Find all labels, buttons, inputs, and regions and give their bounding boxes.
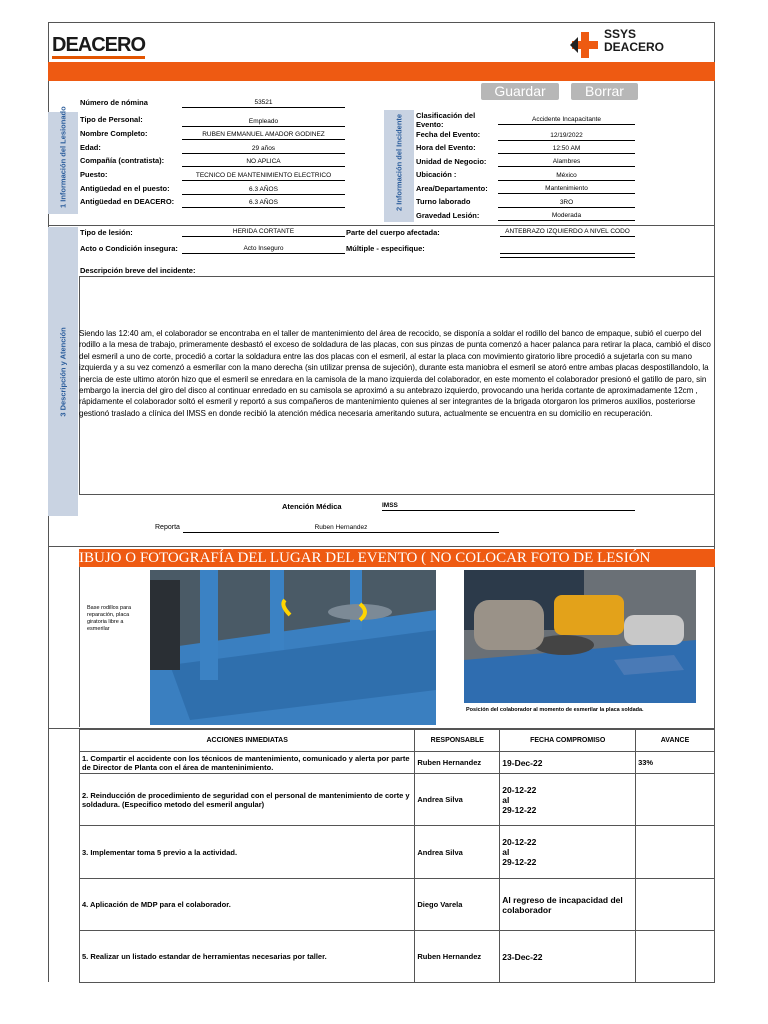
- compania-field[interactable]: NO APLICA: [182, 156, 345, 167]
- avance-cell[interactable]: [636, 826, 715, 879]
- fecha-field[interactable]: 12/19/2022: [498, 130, 635, 141]
- antig-puesto-field[interactable]: 6.3 AÑOS: [182, 184, 345, 195]
- tipo-personal-label: Tipo de Personal:: [80, 115, 143, 124]
- photo-left-border: [79, 567, 80, 727]
- ubicacion-field[interactable]: México: [498, 170, 635, 181]
- hora-field[interactable]: 12:50 AM: [498, 143, 635, 154]
- table-row[interactable]: [80, 826, 715, 879]
- puesto-field[interactable]: TECNICO DE MANTENIMIENTO ELECTRICO: [182, 170, 345, 181]
- table-row[interactable]: [80, 879, 715, 931]
- tipo-personal-field[interactable]: Empleado: [182, 116, 345, 127]
- antig-puesto-label: Antigüedad en el puesto:: [80, 184, 170, 193]
- reporta-label: Reporta: [155, 524, 180, 531]
- photo-note-left: Base rodillos para reparación, placa giratoria libre a esmerilar: [87, 605, 132, 632]
- section3-sidebar: 3 Descripción y Atención: [48, 227, 78, 516]
- header-fecha: FECHA COMPROMISO: [500, 730, 636, 752]
- responsable-cell[interactable]: Ruben Hernandez: [415, 931, 500, 983]
- fecha-cell[interactable]: 20-12-22 al 29-12-22: [500, 826, 636, 879]
- fecha-cell[interactable]: 20-12-22 al 29-12-22: [500, 774, 636, 826]
- grinder-photo: [464, 570, 696, 703]
- responsable-cell[interactable]: Diego Varela: [415, 879, 500, 931]
- actions-table: [79, 729, 715, 983]
- accion-cell[interactable]: 3. Implementar toma 5 previo a la actividad.: [80, 826, 415, 879]
- atencion-field[interactable]: IMSS: [382, 500, 635, 511]
- clasificacion-label: Clasificación del Evento:: [416, 111, 476, 129]
- multiple-underline: [500, 257, 635, 258]
- avance-cell[interactable]: 33%: [636, 752, 715, 774]
- workbench-photo: [150, 570, 436, 725]
- table-row[interactable]: [80, 931, 715, 983]
- unidad-label: Unidad de Negocio:: [416, 157, 487, 166]
- accion-cell[interactable]: 1. Compartir el accidente con los técnicos de mantenimiento, comunicado y alerta por parte de Director de Planta con el área de manteninimiento.: [80, 752, 415, 774]
- accion-cell[interactable]: 4. Aplicación de MDP para el colaborador.: [80, 879, 415, 931]
- clasificacion-field[interactable]: Accidente Incapacitante: [498, 114, 635, 125]
- header-accent-bar: [48, 62, 715, 81]
- area-label: Area/Departamento:: [416, 184, 488, 193]
- nombre-field[interactable]: RUBEN EMMANUEL AMADOR GODINEZ: [182, 129, 345, 140]
- compania-label: Compañía (contratista):: [80, 156, 165, 165]
- ssys-deacero-logo: SSYS DEACERO: [570, 28, 642, 62]
- table-row[interactable]: [80, 752, 715, 774]
- area-field[interactable]: Mantenimiento: [498, 183, 635, 194]
- header-avance: AVANCE: [636, 730, 715, 752]
- fecha-cell[interactable]: 19-Dec-22: [500, 752, 636, 774]
- accion-cell[interactable]: 5. Realizar un listado estandar de herramientas necesarias por taller.: [80, 931, 415, 983]
- ubicacion-label: Ubicación :: [416, 170, 457, 179]
- section2-sidebar: 2 Información del Incidente: [384, 110, 414, 222]
- acto-field[interactable]: Acto Inseguro: [182, 243, 345, 254]
- parte-cuerpo-field[interactable]: ANTEBRAZO IZQUIERDO A NIVEL CODO: [500, 226, 635, 237]
- edad-field[interactable]: 29 años: [182, 143, 345, 154]
- edad-label: Edad:: [80, 143, 101, 152]
- responsable-cell[interactable]: Andrea Silva: [415, 826, 500, 879]
- turno-label: Turno laborado: [416, 197, 471, 206]
- nomina-field[interactable]: 53521: [182, 97, 345, 108]
- photo-section-title: IBUJO O FOTOGRAFÍA DEL LUGAR DEL EVENTO ( NO COLOCAR FOTO DE LESIÓN: [79, 549, 715, 567]
- acto-label: Acto o Condición insegura:: [80, 244, 178, 253]
- atencion-label: Atención Médica: [282, 502, 342, 511]
- descripcion-text: Siendo las 12:40 am, el colaborador se encontraba en el taller de mantenimiento del área de recocido, se disponía a soldar el rodillo del banco de empaque, subió el cuerpo del rodillo a la mesa de trabajo, primeramente desbastó el exceso de soldadura de las placas, con sus pinzas de punta comenzó a hacer palanca para retirar la placa, cambió el disco del esmeril a uno de corte, procedió a cortar la soldadura entre las dos placas con el esmeril, al estar la placa con movimiento giratorio libre procedió a sujetarla con su mano izquierda y a su vez comenzó a esmerilar con la mano derecha (sin utilizar prensa de sujeción), durante esta maniobra el esmeril se atoró entre ambas placas despostillandolo, la inercia de este ultimo atorón hizo que el esmeril se enredara en la camisola de la mano izquierda del colaborador, en este momento el colaborador presionó el gatillo de paro, sin embargo la inercia del giro del disco al continuar enredado en su camisola se aproximó a su antebrazo izquierdo, provocando una herida cortante de aproximadamente 12cm , rápidamente el colaborador soltó el esmeril y reportó a sus compañeros de mantenimiento quienes al ser integrantes de la brigada otorgaron los primeros auxilios, posteriorse gestionó traslado a clínica del IMSS en donde recibió la atención médica necesaria ameritando sutura, actualmente se encuentra en su domicilio en recuperación.: [79, 329, 711, 418]
- avance-cell[interactable]: [636, 931, 715, 983]
- section-divider-2: [48, 546, 715, 547]
- avance-cell[interactable]: [636, 774, 715, 826]
- section1-sidebar: 1 Información del Lesionado: [48, 112, 78, 214]
- deacero-logo: DEACERO: [52, 34, 145, 57]
- reporta-field[interactable]: Ruben Hernandez: [183, 522, 499, 533]
- antig-deacero-label: Antigüedad en DEACERO:: [80, 197, 175, 206]
- tipo-lesion-label: Tipo de lesión:: [80, 228, 133, 237]
- actions-header-row: [80, 730, 715, 752]
- gravedad-label: Gravedad Lesión:: [416, 211, 480, 220]
- avance-cell[interactable]: [636, 879, 715, 931]
- nomina-label: Número de nómina: [80, 98, 148, 107]
- tipo-lesion-field[interactable]: HERIDA CORTANTE: [182, 226, 345, 237]
- nombre-label: Nombre Completo:: [80, 129, 148, 138]
- multiple-field[interactable]: [500, 243, 635, 254]
- fecha-cell[interactable]: Al regreso de incapacidad del colaborador: [500, 879, 636, 931]
- hora-label: Hora del Evento:: [416, 143, 476, 152]
- parte-cuerpo-label: Parte del cuerpo afectada:: [346, 228, 440, 237]
- descripcion-label: Descripción breve del incidente:: [80, 266, 196, 275]
- ssys-mark-icon: [570, 32, 600, 58]
- multiple-label: Múltiple - especifique:: [346, 244, 425, 253]
- header-acciones: ACCIONES INMEDIATAS: [80, 730, 415, 752]
- table-row[interactable]: [80, 774, 715, 826]
- turno-field[interactable]: 3RO: [498, 197, 635, 208]
- unidad-field[interactable]: Alambres: [498, 156, 635, 167]
- responsable-cell[interactable]: Ruben Hernandez: [415, 752, 500, 774]
- gravedad-field[interactable]: Moderada: [498, 210, 635, 221]
- clear-button[interactable]: Borrar: [571, 83, 638, 100]
- puesto-label: Puesto:: [80, 170, 108, 179]
- antig-deacero-field[interactable]: 6.3 AÑOS: [182, 197, 345, 208]
- fecha-cell[interactable]: 23-Dec-22: [500, 931, 636, 983]
- accion-cell[interactable]: 2. Reinducción de procedimiento de seguridad con el personal de mantenimiento de corte y soldadura. (Especifico metodo del esmeril angular): [80, 774, 415, 826]
- header-responsable: RESPONSABLE: [415, 730, 500, 752]
- photo-caption-right: Posición del colaborador al momento de esmerilar la placa soldada.: [466, 707, 644, 713]
- save-button[interactable]: Guardar: [481, 83, 559, 100]
- responsable-cell[interactable]: Andrea Silva: [415, 774, 500, 826]
- fecha-label: Fecha del Evento:: [416, 130, 481, 139]
